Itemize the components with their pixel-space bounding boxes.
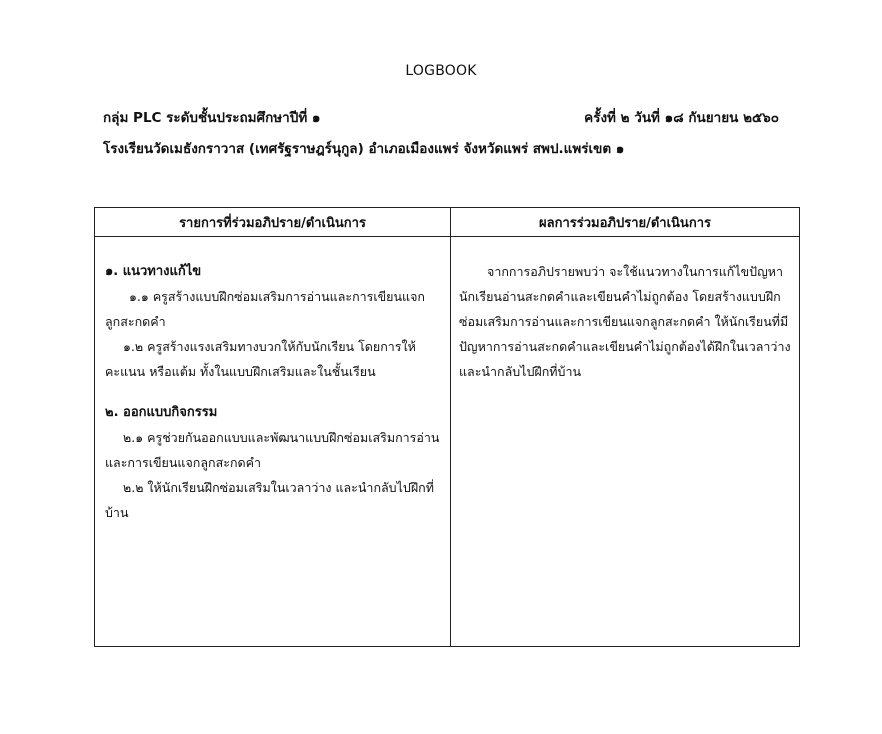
logbook-table <box>94 207 800 647</box>
school-line: โรงเรียนวัดเมธังกราวาส (เทศรัฐราษฎร์นุกูล) อำเภอเมืองแพร่ จังหวัดแพร่ สพป.แพร่เขต ๑ <box>103 141 625 157</box>
group-label: กลุ่ม PLC ระดับชั้นประถมศึกษาปีที่ ๑ <box>103 110 321 126</box>
table-body-row <box>95 237 799 646</box>
table-header-row <box>95 208 799 237</box>
session-date: ครั้งที่ ๒ วันที่ ๑๘ กันยายน ๒๕๖๐ <box>584 110 779 126</box>
result-paragraph: จากการอภิปรายพบว่า จะใช้แนวทางในการแก้ไขปัญหานักเรียนอ่านสะกดคำและเขียนคำไม่ถูกต้อง โดยสร้างแบบฝึกซ่อมเสริมการอ่านและการเขียนแจกลูกสะกดคำ ให้นักเรียนที่มีปัญหาการอ่านสะกดคำและเขียนคำไม่ถูกต้องได้ฝึกในเวลาว่างและนำกลับไปฝึกที่บ้าน <box>459 264 791 379</box>
discussion-results-cell <box>451 237 799 646</box>
list-item: ๑.๒ ครูสร้างแรงเสริมทางบวกให้กับนักเรียน โดยการให้คะแนน หรือแต้ม ทั้งในแบบฝึกเสริมและในชั้นเรียน <box>105 339 416 379</box>
header-line-group <box>103 106 779 128</box>
section-heading-solutions: ๑. แนวทางแก้ไข <box>105 264 202 279</box>
list-item: ๒.๒ ให้นักเรียนฝึกซ่อมเสริมในเวลาว่าง และนำกลับไปฝึกที่บ้าน <box>105 480 434 520</box>
header-discussion-results: ผลการร่วมอภิปราย/ดำเนินการ <box>539 215 711 231</box>
list-item: ๒.๑ ครูช่วยกันออกแบบและพัฒนาแบบฝึกซ่อมเสริมการอ่านและการเขียนแจกลูกสะกดคำ <box>105 430 440 470</box>
document-title: LOGBOOK <box>405 63 477 79</box>
list-item: ๑.๑ ครูสร้างแบบฝึกซ่อมเสริมการอ่านและการเขียนแจกลูกสะกดคำ <box>105 289 426 329</box>
header-discussion-items: รายการที่ร่วมอภิปราย/ดำเนินการ <box>95 208 451 236</box>
discussion-items-cell <box>95 237 451 646</box>
section-heading-activities: ๒. ออกแบบกิจกรรม <box>105 405 218 420</box>
